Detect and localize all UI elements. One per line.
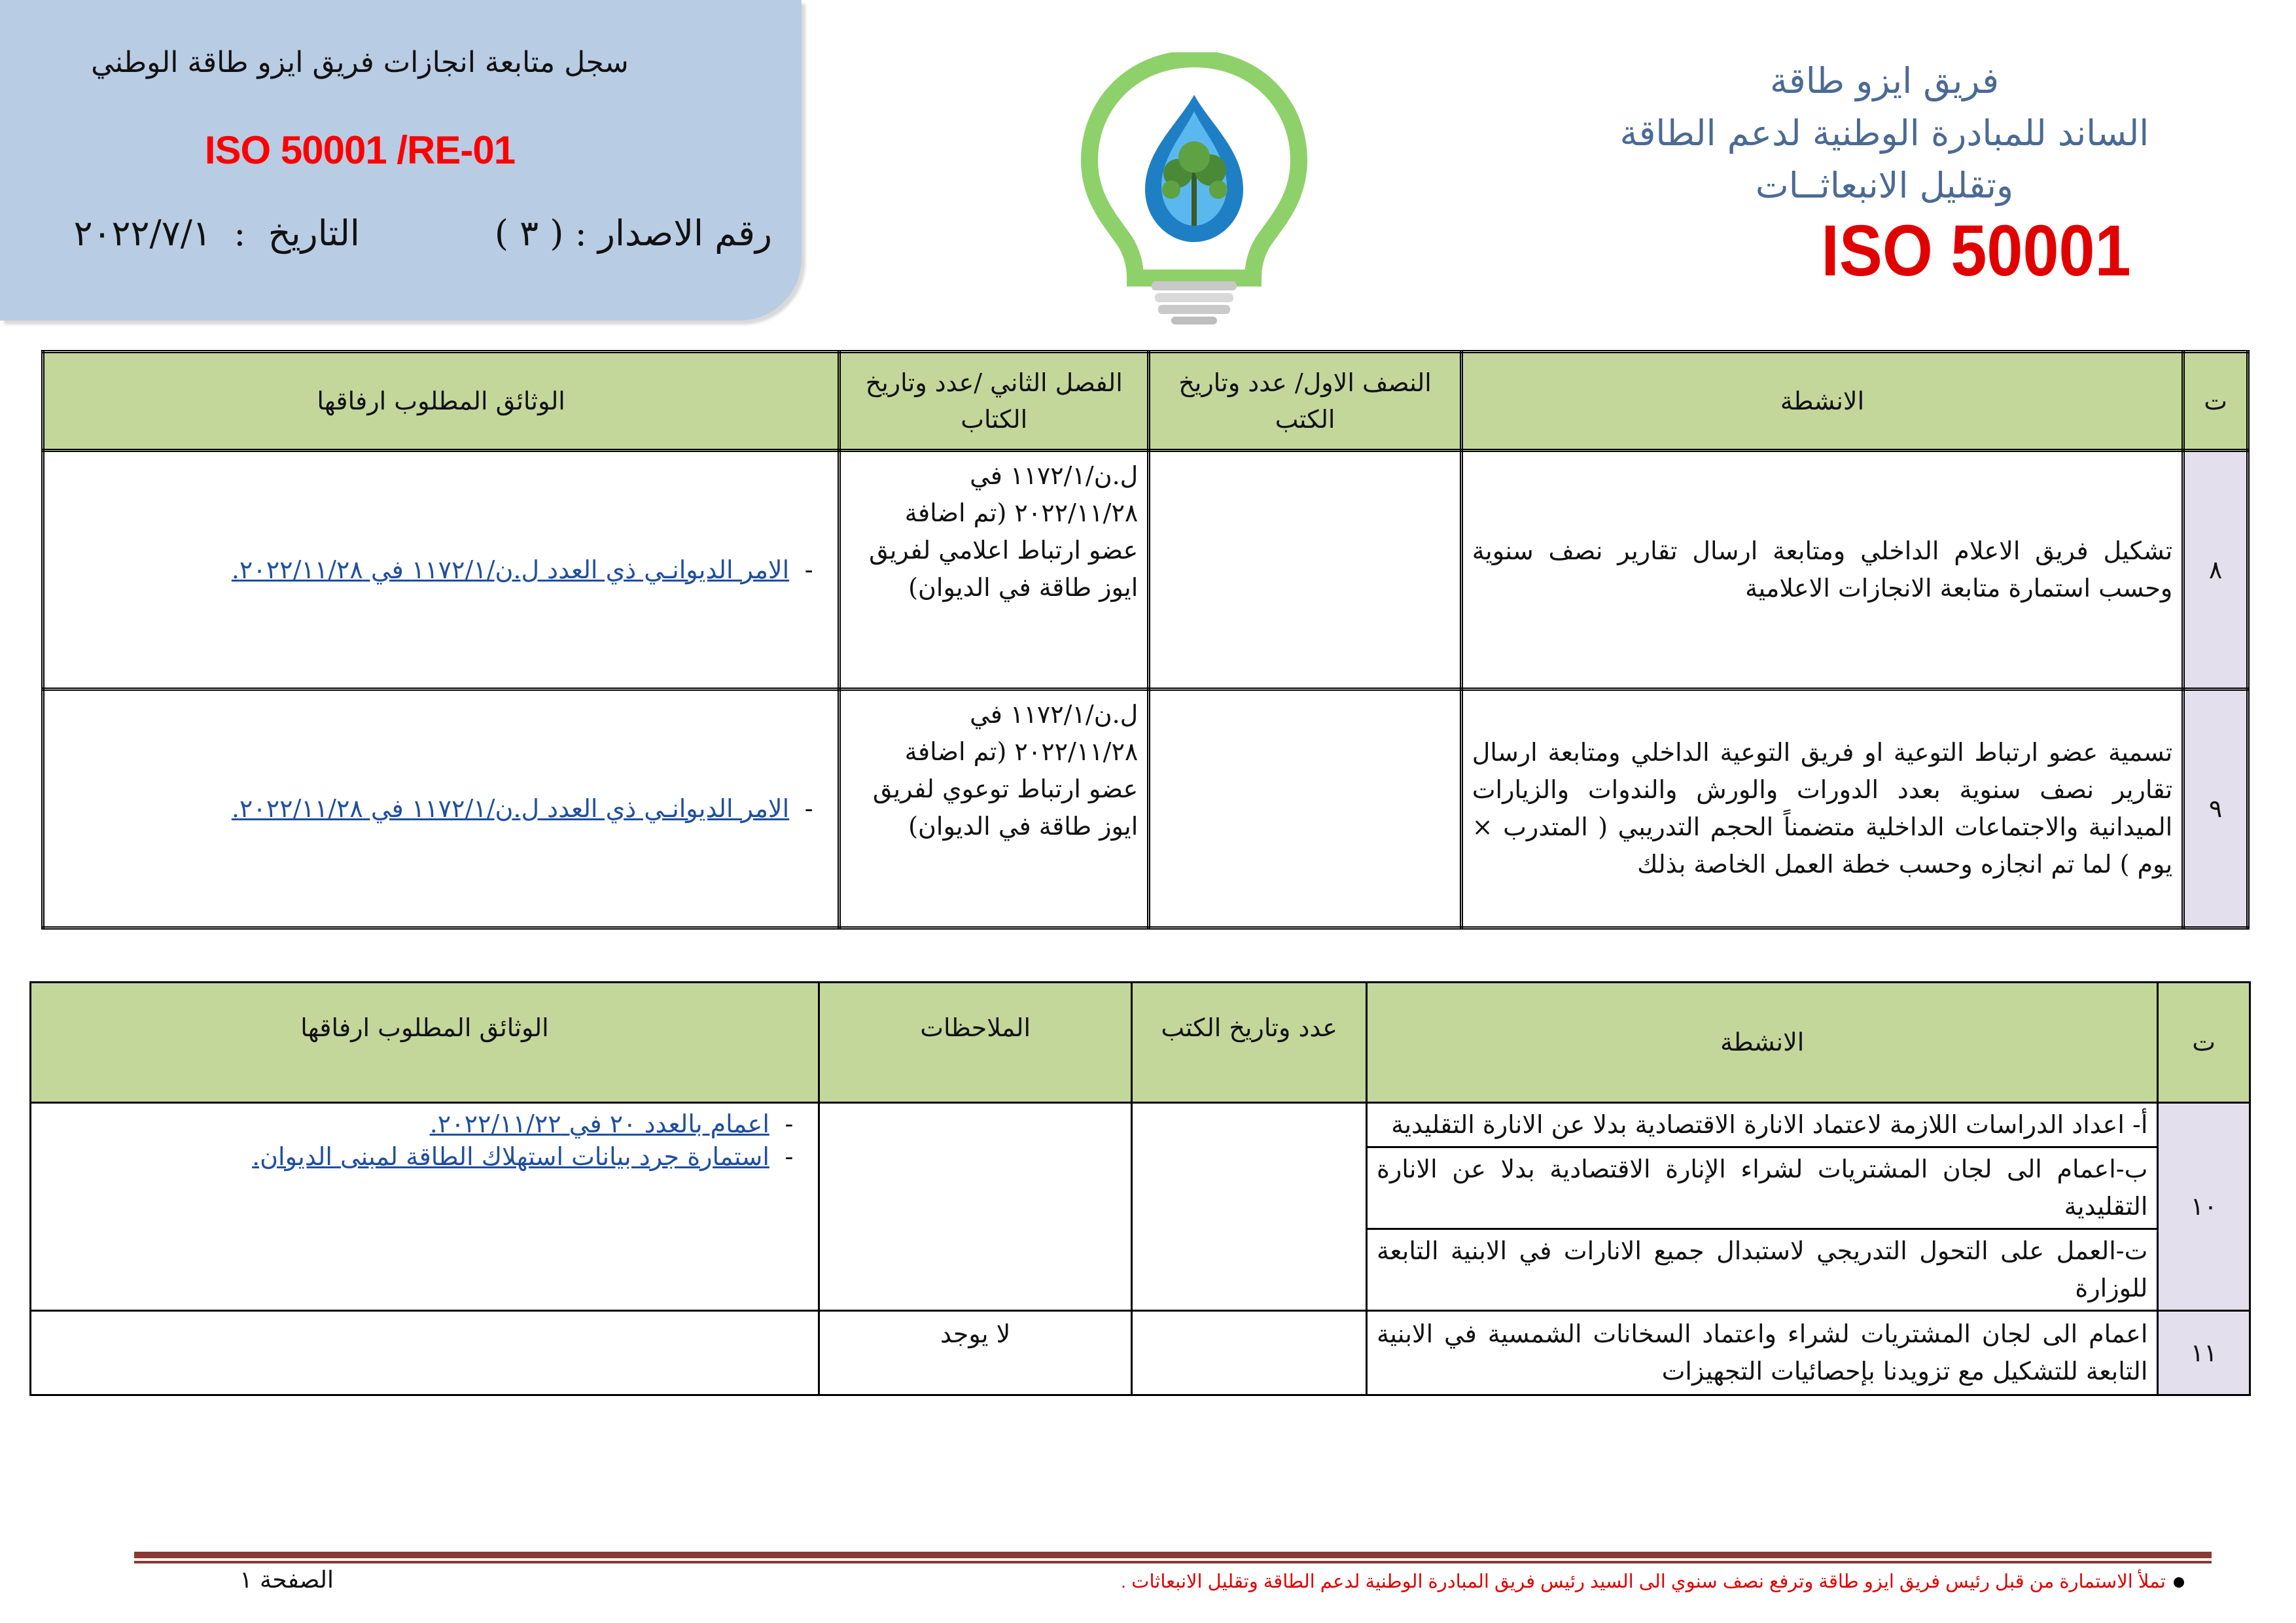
- table2-header-row: [31, 983, 2250, 1103]
- documents-cell: [31, 1103, 819, 1311]
- col-header-letters: عدد وتاريخ الكتب: [1132, 983, 1367, 1103]
- table-row: [43, 689, 2248, 928]
- notes-cell: [819, 1103, 1131, 1311]
- col-header-second-term: الفصل الثاني /عدد وتاريخ الكتاب: [839, 352, 1149, 451]
- org-subtitle: الساند للمبادرة الوطنية لدعم الطاقة: [1619, 113, 2149, 154]
- document-link[interactable]: الامر الديوانـي ذي العدد ل.ن/١١٧٢/١ في ٢٠٢٢/١١/٢٨.: [231, 794, 790, 823]
- row-number: ١٠: [2158, 1103, 2250, 1311]
- list-dash: -: [804, 794, 813, 823]
- document-link[interactable]: الامر الديوانـي ذي العدد ل.ن/١١٧٢/١ في ٢٠٢٢/١١/٢٨.: [231, 555, 790, 584]
- letters-cell: [1132, 1311, 1367, 1395]
- first-half-cell: [1149, 451, 1461, 689]
- row-number: ١١: [2158, 1311, 2250, 1395]
- table-row: [43, 451, 2248, 689]
- documents-cell: [31, 1311, 819, 1395]
- activity-cell: تسمية عضو ارتباط التوعية او فريق التوعية الداخلي ومتابعة ارسال تقارير نصف سنوية بعدد الدورات والورش والندوات والزيارات الميدانية والاجتماعات الداخلية متضمناً الحجم التدريبي ( المتدرب × يوم ) لما تم انجازه وحسب خطة العمل الخاصة بذلك: [1461, 689, 2183, 928]
- footer-note: تملأ الاستمارة من قبل رئيس فريق ايزو طاقة وترفع نصف سنوي الى السيد رئيس فريق المبادرة الوطنية لدعم الطاقة وتقليل الانبعاثات .: [1121, 1571, 2166, 1592]
- letters-cell: [1132, 1103, 1367, 1311]
- second-term-cell: ل.ن/١١٧٢/١ في ٢٠٢٢/١١/٢٨ (تم اضافة عضو ارتباط اعلامي لفريق ايوز طاقة في الديوان): [839, 451, 1149, 689]
- footer-divider: [134, 1552, 2212, 1558]
- first-half-cell: [1149, 689, 1461, 928]
- activity-cell: [1367, 1103, 2158, 1311]
- sub-activity-c: ت-العمل على التحول التدريجي لاستبدال جميع الانارات في الابنية التابعة للوزارة: [1377, 1236, 2148, 1302]
- record-title: سجل متابعة انجازات فريق ايزو طاقة الوطني: [91, 46, 629, 79]
- row-number: ٩: [2183, 689, 2248, 928]
- activity-cell: اعمام الى لجان المشتريات لشراء واعتماد السخانات الشمسية في الابنية التابعة للتشكيل مع تزويدنا بإحصائيات التجهيزات: [1367, 1311, 2158, 1395]
- col-header-activities: الانشطة: [1367, 983, 2158, 1103]
- bullet-icon: [2174, 1577, 2184, 1588]
- col-header-num: ت: [2183, 352, 2248, 451]
- document-link[interactable]: اعمام بالعدد ٢٠ في ٢٠٢٢/١١/٢٢.: [429, 1109, 769, 1138]
- col-header-activities: الانشطة: [1461, 352, 2183, 451]
- list-dash: -: [785, 1142, 794, 1171]
- row-number: ٨: [2183, 451, 2248, 689]
- col-header-num: ت: [2158, 983, 2250, 1103]
- list-dash: -: [785, 1109, 794, 1138]
- list-dash: -: [804, 555, 813, 584]
- activity-cell: تشكيل فريق الاعلام الداخلي ومتابعة ارسال تقارير نصف سنوية وحسب استمارة متابعة الانجازات الاعلامية: [1461, 451, 2183, 689]
- table1-header-row: [43, 352, 2248, 451]
- col-header-documents: الوثائق المطلوب ارفاقها: [43, 352, 839, 451]
- sub-activity-a: أ- اعداد الدراسات اللازمة لاعتماد الانارة الاقتصادية بدلا عن الانارة التقليدية: [1368, 1104, 2157, 1148]
- issue-number: رقم الاصدار : ( ٣ ): [494, 213, 772, 254]
- org-name: فريق ايزو طاقة: [1769, 60, 2000, 101]
- record-meta: [52, 213, 772, 254]
- activities-table-2: [29, 981, 2251, 1396]
- record-code: ISO 50001 /RE-01: [204, 128, 516, 172]
- org-subtitle-2: وتقليل الانبعاثــات: [1755, 165, 2014, 206]
- second-term-cell: ل.ن/١١٧٢/١ في ٢٠٢٢/١١/٢٨ (تم اضافة عضو ارتباط توعوي لفريق ايوز طاقة في الديوان): [839, 689, 1149, 928]
- issue-date: التاريخ : ٢٠٢٢/٧/١: [73, 213, 360, 254]
- activities-table-1: [41, 350, 2250, 930]
- footer-divider-thin: [134, 1561, 2212, 1563]
- document-link[interactable]: استمارة جرد بيانات استهلاك الطاقة لمبنى الديوان.: [252, 1142, 769, 1171]
- notes-cell: لا يوجد: [819, 1311, 1131, 1395]
- table-row: [31, 1103, 2250, 1311]
- col-header-first-half: النصف الاول/ عدد وتاريخ الكتب: [1149, 352, 1461, 451]
- col-header-documents: الوثائق المطلوب ارفاقها: [31, 983, 819, 1103]
- page-number: الصفحة ١: [239, 1567, 334, 1594]
- documents-cell: [43, 451, 839, 689]
- table-row: [31, 1311, 2250, 1395]
- record-info-box: [0, 0, 802, 321]
- sub-activity-b: ب-اعمام الى لجان المشتريات لشراء الإنارة الاقتصادية بدلا عن الانارة التقليدية: [1368, 1148, 2157, 1230]
- col-header-notes: الملاحظات: [819, 983, 1131, 1103]
- org-iso-label: ISO 50001: [1821, 211, 2131, 291]
- documents-cell: [43, 689, 839, 928]
- lightbulb-logo-icon: [1073, 52, 1315, 327]
